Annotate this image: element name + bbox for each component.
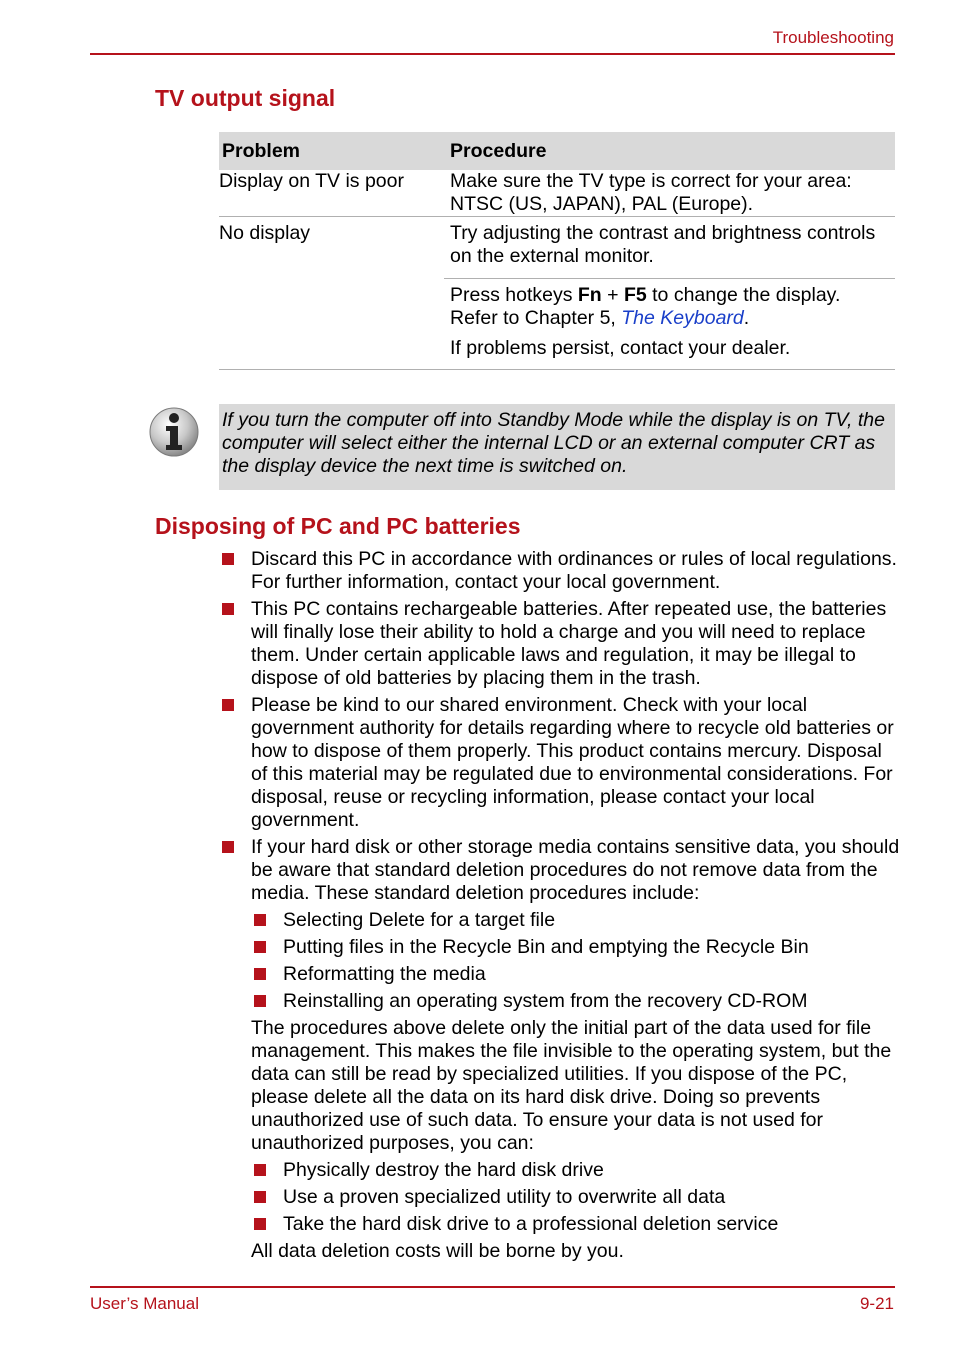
body-paragraph: All data deletion costs will be borne by you. xyxy=(251,1240,624,1262)
sub-list-item-text: Reformatting the media xyxy=(283,963,486,985)
bullet-square-icon xyxy=(222,699,234,711)
list-item-text: If your hard disk or other storage media contains sensitive data, you should be aware that standard deletion procedures do not remove data from the media. These standard deletion procedures include: xyxy=(251,836,900,904)
sub-list-item xyxy=(220,936,900,959)
header-problem: Problem xyxy=(219,132,444,170)
sub-list-item-text: Putting files in the Recycle Bin and emptying the Recycle Bin xyxy=(283,936,809,958)
sub-list-item xyxy=(220,1159,900,1182)
sub-list-item-text: Use a proven specialized utility to overwrite all data xyxy=(283,1186,726,1208)
page-number: 9-21 xyxy=(859,1294,894,1313)
keyboard-chapter-link[interactable]: The Keyboard xyxy=(621,307,744,329)
table-row xyxy=(219,217,895,370)
bullet-square-icon xyxy=(254,1191,266,1203)
list-item-text: This PC contains rechargeable batteries. After repeated use, the batteries will finally lose their ability to hold a charge and you will need to replace them. Under certain applicable laws and regulation, it may be illegal to dispose of old batteries by placing them in the trash. xyxy=(251,598,887,689)
bullet-square-icon xyxy=(254,1218,266,1230)
standby-note: If you turn the computer off into Standby Mode while the display is on TV, the computer will select either the internal LCD or an external computer CRT as the display device the next time is switched on. xyxy=(219,404,895,490)
sub-list-item xyxy=(220,909,900,932)
troubleshooting-table xyxy=(219,132,895,370)
table-row xyxy=(219,170,895,217)
hotkey-f5: F5 xyxy=(623,284,647,306)
problem-cell: No display xyxy=(219,217,444,370)
section-title-tv-output: TV output signal xyxy=(155,85,336,111)
body-paragraph: The procedures above delete only the initial part of the data used for file management. This makes the file invisible to the operating system, but the data can still be read by specialized utilities. If you dispose of the PC, please delete all the data on its hard disk drive. Doing so prevents unauthorized use of such data. To ensure your data is not used for unauthorized purposes, you can: xyxy=(251,1017,892,1154)
running-header: Troubleshooting xyxy=(772,28,894,47)
list-item-text: Please be kind to our shared environment. Check with your local government authority for details regarding where to recycle old batteries or how to dispose of them properly. This product contains mercury. Disposal of this material may be regulated due to environmental considerations. For disposal, reuse or recycling information, please contact your local government. xyxy=(251,694,894,831)
header-rule xyxy=(90,53,895,55)
procedure-cell: Try adjusting the contrast and brightness controls on the external monitor. xyxy=(444,217,895,279)
bullet-square-icon xyxy=(254,941,266,953)
list-item-text: Discard this PC in accordance with ordinances or rules of local regulations. For further information, contact your local government. xyxy=(251,548,897,593)
sub-list-item xyxy=(220,1186,900,1209)
procedure-text: to change the display. xyxy=(646,284,841,306)
bullet-square-icon xyxy=(254,995,266,1007)
sub-list-item-text: Physically destroy the hard disk drive xyxy=(283,1159,604,1181)
hotkey-fn: Fn xyxy=(577,284,602,306)
disposal-list xyxy=(220,548,900,1267)
info-icon xyxy=(149,407,199,457)
plus-sign: + xyxy=(601,284,624,306)
sub-list-item-text: Selecting Delete for a target file xyxy=(283,909,556,931)
list-item xyxy=(220,548,900,594)
sub-list-item xyxy=(220,963,900,986)
bullet-square-icon xyxy=(254,1164,266,1176)
procedure-cell: Make sure the TV type is correct for your area: NTSC (US, JAPAN), PAL (Europe). xyxy=(444,170,895,217)
bullet-square-icon xyxy=(222,553,234,565)
header-procedure: Procedure xyxy=(444,132,895,170)
bullet-square-icon xyxy=(222,841,234,853)
bullet-square-icon xyxy=(222,603,234,615)
section-title-disposal: Disposing of PC and PC batteries xyxy=(155,513,521,539)
sub-list-item xyxy=(220,1213,900,1236)
procedure-text: If problems persist, contact your dealer. xyxy=(450,337,791,359)
footer-manual-title: User’s Manual xyxy=(90,1294,199,1313)
procedure-cell xyxy=(444,279,895,369)
table-header-row xyxy=(219,132,895,170)
list-item xyxy=(220,836,900,905)
procedure-text: Press hotkeys xyxy=(450,284,578,306)
refer-text: Refer to Chapter 5, xyxy=(450,307,622,329)
refer-period: . xyxy=(743,307,750,329)
list-item xyxy=(220,598,900,690)
list-item xyxy=(220,694,900,832)
bullet-square-icon xyxy=(254,968,266,980)
problem-cell: Display on TV is poor xyxy=(219,170,444,217)
bullet-square-icon xyxy=(254,914,266,926)
sub-list-item-text: Take the hard disk drive to a professional deletion service xyxy=(283,1213,779,1235)
sub-list-item-text: Reinstalling an operating system from the recovery CD-ROM xyxy=(283,990,808,1012)
footer-rule xyxy=(90,1286,895,1288)
sub-list-item xyxy=(220,990,900,1013)
